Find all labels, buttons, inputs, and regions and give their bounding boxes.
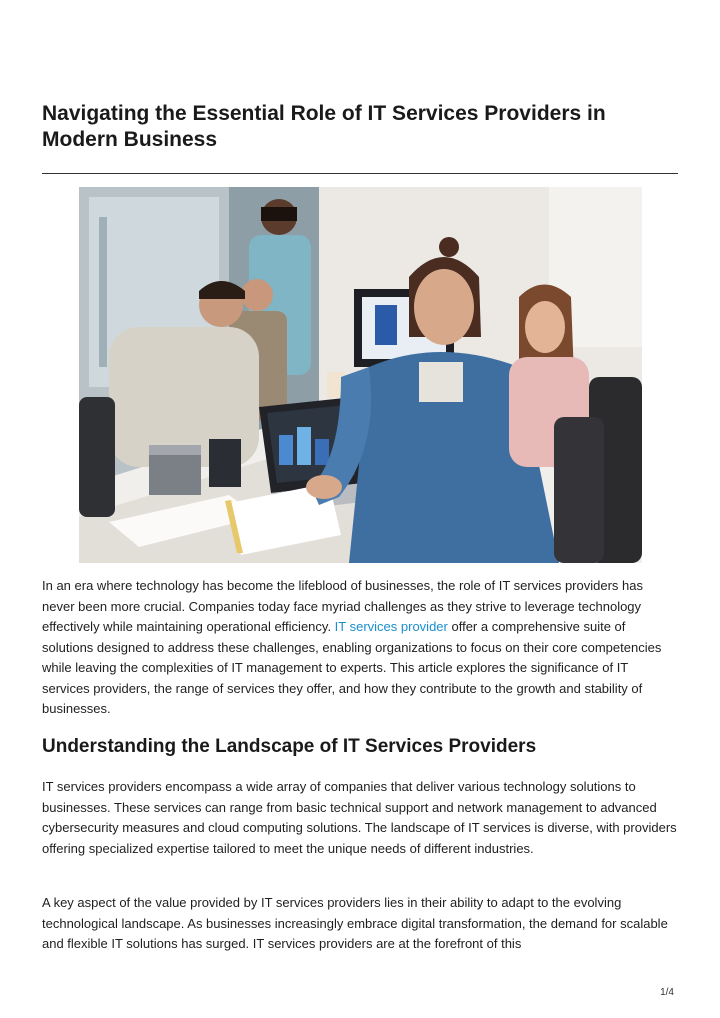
title-divider [42, 173, 678, 174]
page-number: 1/4 [660, 987, 674, 998]
intro-text-before-link: In an era where technology has become the lifeblood of businesses, the role of IT services providers has never been more crucial. Companies today face myriad challenges as they strive to leverage technology effectively while maintaining operational efficiency. [42, 578, 643, 634]
intro-paragraph [42, 576, 678, 720]
it-services-provider-link[interactable]: IT services provider [334, 619, 448, 634]
adaptation-paragraph: A key aspect of the value provided by IT services providers lies in their ability to adapt to the evolving technological landscape. As businesses increasingly embrace digital transformation, the demand for scalable and flexible IT solutions has surged. IT services providers are at the forefront of this [42, 895, 668, 951]
landscape-paragraph: IT services providers encompass a wide array of companies that deliver various technology solutions to businesses. These services can range from basic technical support and network management to advanced cybersecurity measures and cloud computing solutions. The landscape of IT services is diverse, with providers offering specialized expertise tailored to meet the unique needs of different industries. [42, 779, 677, 856]
article-title: Navigating the Essential Role of IT Services Providers in Modern Business [42, 102, 606, 151]
hero-image-office-team [79, 187, 642, 563]
section-heading: Understanding the Landscape of IT Services Providers [42, 736, 537, 757]
intro-text-after-link: offer a comprehensive suite of solutions designed to address these challenges, enabling organizations to focus on their core competencies while leaving the complexities of IT management to experts. This article explores the significance of IT services providers, the range of services they offer, and how they contribute to the growth and stability of businesses. [42, 619, 662, 716]
